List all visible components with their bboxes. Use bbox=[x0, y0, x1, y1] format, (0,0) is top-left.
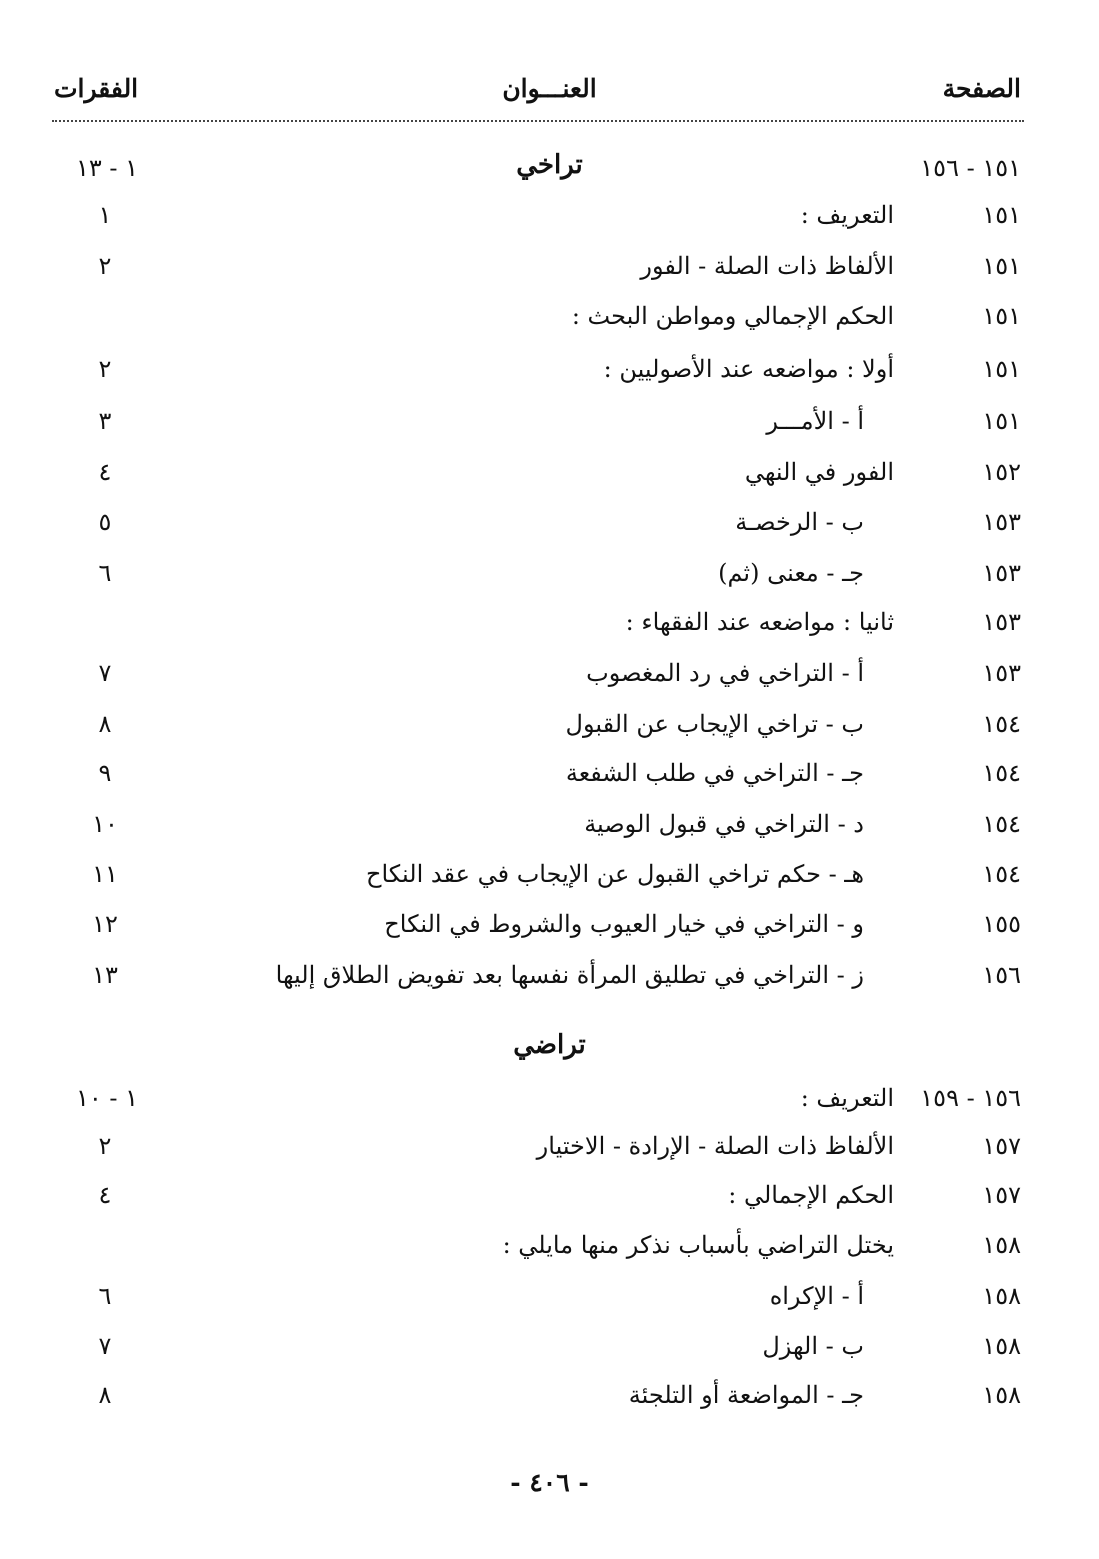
paragraph-ref: ١ - ١٣ bbox=[75, 154, 139, 182]
paragraph-ref: ١ - ١٠ bbox=[75, 1084, 139, 1112]
page-ref: ١٥٣ bbox=[982, 559, 1021, 587]
page-ref: ١٥١ bbox=[982, 201, 1021, 229]
index-row bbox=[0, 195, 1099, 235]
column-header-page: الصفحة bbox=[942, 74, 1021, 103]
page-ref: ١٥٦ - ١٥٩ bbox=[920, 1084, 1021, 1112]
section-title-taraadi: تراضي bbox=[513, 1030, 586, 1060]
entry-title: الحكم الإجمالي : bbox=[728, 1181, 894, 1209]
paragraph-ref: ٢ bbox=[98, 252, 112, 280]
index-row bbox=[0, 854, 1099, 894]
index-row bbox=[0, 401, 1099, 441]
entry-title: أولا : مواضعه عند الأصوليين : bbox=[603, 355, 894, 383]
entry-title: جـ - المواضعة أو التلجئة bbox=[628, 1381, 864, 1409]
paragraph-ref: ٩ bbox=[98, 759, 112, 787]
paragraph-ref: ٣ bbox=[98, 407, 112, 435]
index-row bbox=[0, 753, 1099, 793]
paragraph-ref: ٧ bbox=[98, 659, 112, 687]
index-row bbox=[0, 602, 1099, 642]
paragraph-ref: ٤ bbox=[98, 1181, 112, 1209]
page-ref: ١٥٤ bbox=[982, 810, 1021, 838]
index-row bbox=[0, 148, 1099, 188]
entry-title: و - التراخي في خيار العيوب والشروط في النكاح bbox=[384, 910, 864, 938]
page-ref: ١٥٨ bbox=[982, 1381, 1021, 1409]
index-row bbox=[0, 955, 1099, 995]
page-ref: ١٥١ bbox=[982, 302, 1021, 330]
entry-title: د - التراخي في قبول الوصية bbox=[584, 810, 864, 838]
page-ref: ١٥١ bbox=[982, 407, 1021, 435]
page-ref: ١٥٤ bbox=[982, 860, 1021, 888]
index-row bbox=[0, 1276, 1099, 1316]
page-ref: ١٥٣ bbox=[982, 608, 1021, 636]
entry-title: جـ - التراخي في طلب الشفعة bbox=[565, 759, 864, 787]
index-row bbox=[0, 1126, 1099, 1166]
page-ref: ١٥٤ bbox=[982, 710, 1021, 738]
index-row bbox=[0, 904, 1099, 944]
page-ref: ١٥٧ bbox=[982, 1132, 1021, 1160]
index-row bbox=[0, 1326, 1099, 1366]
paragraph-ref: ٤ bbox=[98, 458, 112, 486]
page-ref: ١٥٣ bbox=[982, 659, 1021, 687]
page-ref: ١٥٨ bbox=[982, 1282, 1021, 1310]
page-number: - ٤٠٦ - bbox=[510, 1468, 589, 1497]
page-ref: ١٥٦ bbox=[982, 961, 1021, 989]
paragraph-ref: ٨ bbox=[98, 1381, 112, 1409]
page-ref: ١٥٤ bbox=[982, 759, 1021, 787]
paragraph-ref: ٧ bbox=[98, 1332, 112, 1360]
paragraph-ref: ١ bbox=[98, 201, 112, 229]
index-row bbox=[0, 653, 1099, 693]
column-header-title: العنـــوان bbox=[502, 74, 597, 103]
header-divider bbox=[52, 120, 1024, 122]
page-ref: ١٥٨ bbox=[982, 1231, 1021, 1259]
index-row bbox=[0, 1078, 1099, 1118]
entry-title: هـ - حكم تراخي القبول عن الإيجاب في عقد النكاح bbox=[366, 860, 864, 888]
page-ref: ١٥١ bbox=[982, 355, 1021, 383]
index-row bbox=[0, 452, 1099, 492]
section-title-taraakhi: تراخي bbox=[516, 150, 583, 180]
entry-title: الألفاظ ذات الصلة - الإرادة - الاختيار bbox=[536, 1132, 894, 1160]
entry-title: الفور في النهي bbox=[744, 458, 894, 486]
entry-title: ز - التراخي في تطليق المرأة نفسها بعد تفويض الطلاق إليها bbox=[275, 961, 864, 989]
page-ref: ١٥٥ bbox=[982, 910, 1021, 938]
paragraph-ref: ١٠ bbox=[92, 810, 118, 838]
paragraph-ref: ٦ bbox=[98, 1282, 112, 1310]
paragraph-ref: ١٢ bbox=[92, 910, 118, 938]
entry-title: يختل التراضي بأسباب نذكر منها مايلي : bbox=[502, 1231, 894, 1259]
entry-title: الحكم الإجمالي ومواطن البحث : bbox=[571, 302, 894, 330]
entry-title: أ - الإكراه bbox=[769, 1282, 864, 1310]
paragraph-ref: ٢ bbox=[98, 355, 112, 383]
entry-title: أ - التراخي في رد المغصوب bbox=[586, 659, 864, 687]
page-ref: ١٥٢ bbox=[982, 458, 1021, 486]
index-row bbox=[0, 804, 1099, 844]
entry-title: الألفاظ ذات الصلة - الفور bbox=[640, 252, 894, 280]
entry-title: التعريف : bbox=[800, 201, 894, 229]
paragraph-ref: ١٣ bbox=[92, 961, 118, 989]
page-ref: ١٥٨ bbox=[982, 1332, 1021, 1360]
entry-title: أ - الأمـــر bbox=[766, 407, 864, 435]
entry-title: ب - الرخصـة bbox=[735, 508, 864, 536]
page-ref: ١٥٣ bbox=[982, 508, 1021, 536]
index-row bbox=[0, 296, 1099, 336]
page-ref: ١٥١ - ١٥٦ bbox=[920, 154, 1021, 182]
paragraph-ref: ٨ bbox=[98, 710, 112, 738]
entry-title: التعريف : bbox=[800, 1084, 894, 1112]
index-row bbox=[0, 502, 1099, 542]
paragraph-ref: ١١ bbox=[92, 860, 118, 888]
paragraph-ref: ٢ bbox=[98, 1132, 112, 1160]
entry-title: ب - تراخي الإيجاب عن القبول bbox=[565, 710, 864, 738]
paragraph-ref: ٦ bbox=[98, 559, 112, 587]
index-row bbox=[0, 1375, 1099, 1415]
index-row bbox=[0, 553, 1099, 593]
index-row bbox=[0, 1175, 1099, 1215]
entry-title: ثانيا : مواضعه عند الفقهاء : bbox=[625, 608, 894, 636]
index-row bbox=[0, 704, 1099, 744]
paragraph-ref: ٥ bbox=[98, 508, 112, 536]
entry-title: جـ - معنى (ثم) bbox=[718, 559, 864, 587]
page-ref: ١٥٧ bbox=[982, 1181, 1021, 1209]
index-row bbox=[0, 349, 1099, 389]
index-row bbox=[0, 1225, 1099, 1265]
page-ref: ١٥١ bbox=[982, 252, 1021, 280]
column-header-paragraphs: الفقرات bbox=[54, 74, 139, 103]
index-row bbox=[0, 246, 1099, 286]
entry-title: ب - الهزل bbox=[762, 1332, 864, 1360]
